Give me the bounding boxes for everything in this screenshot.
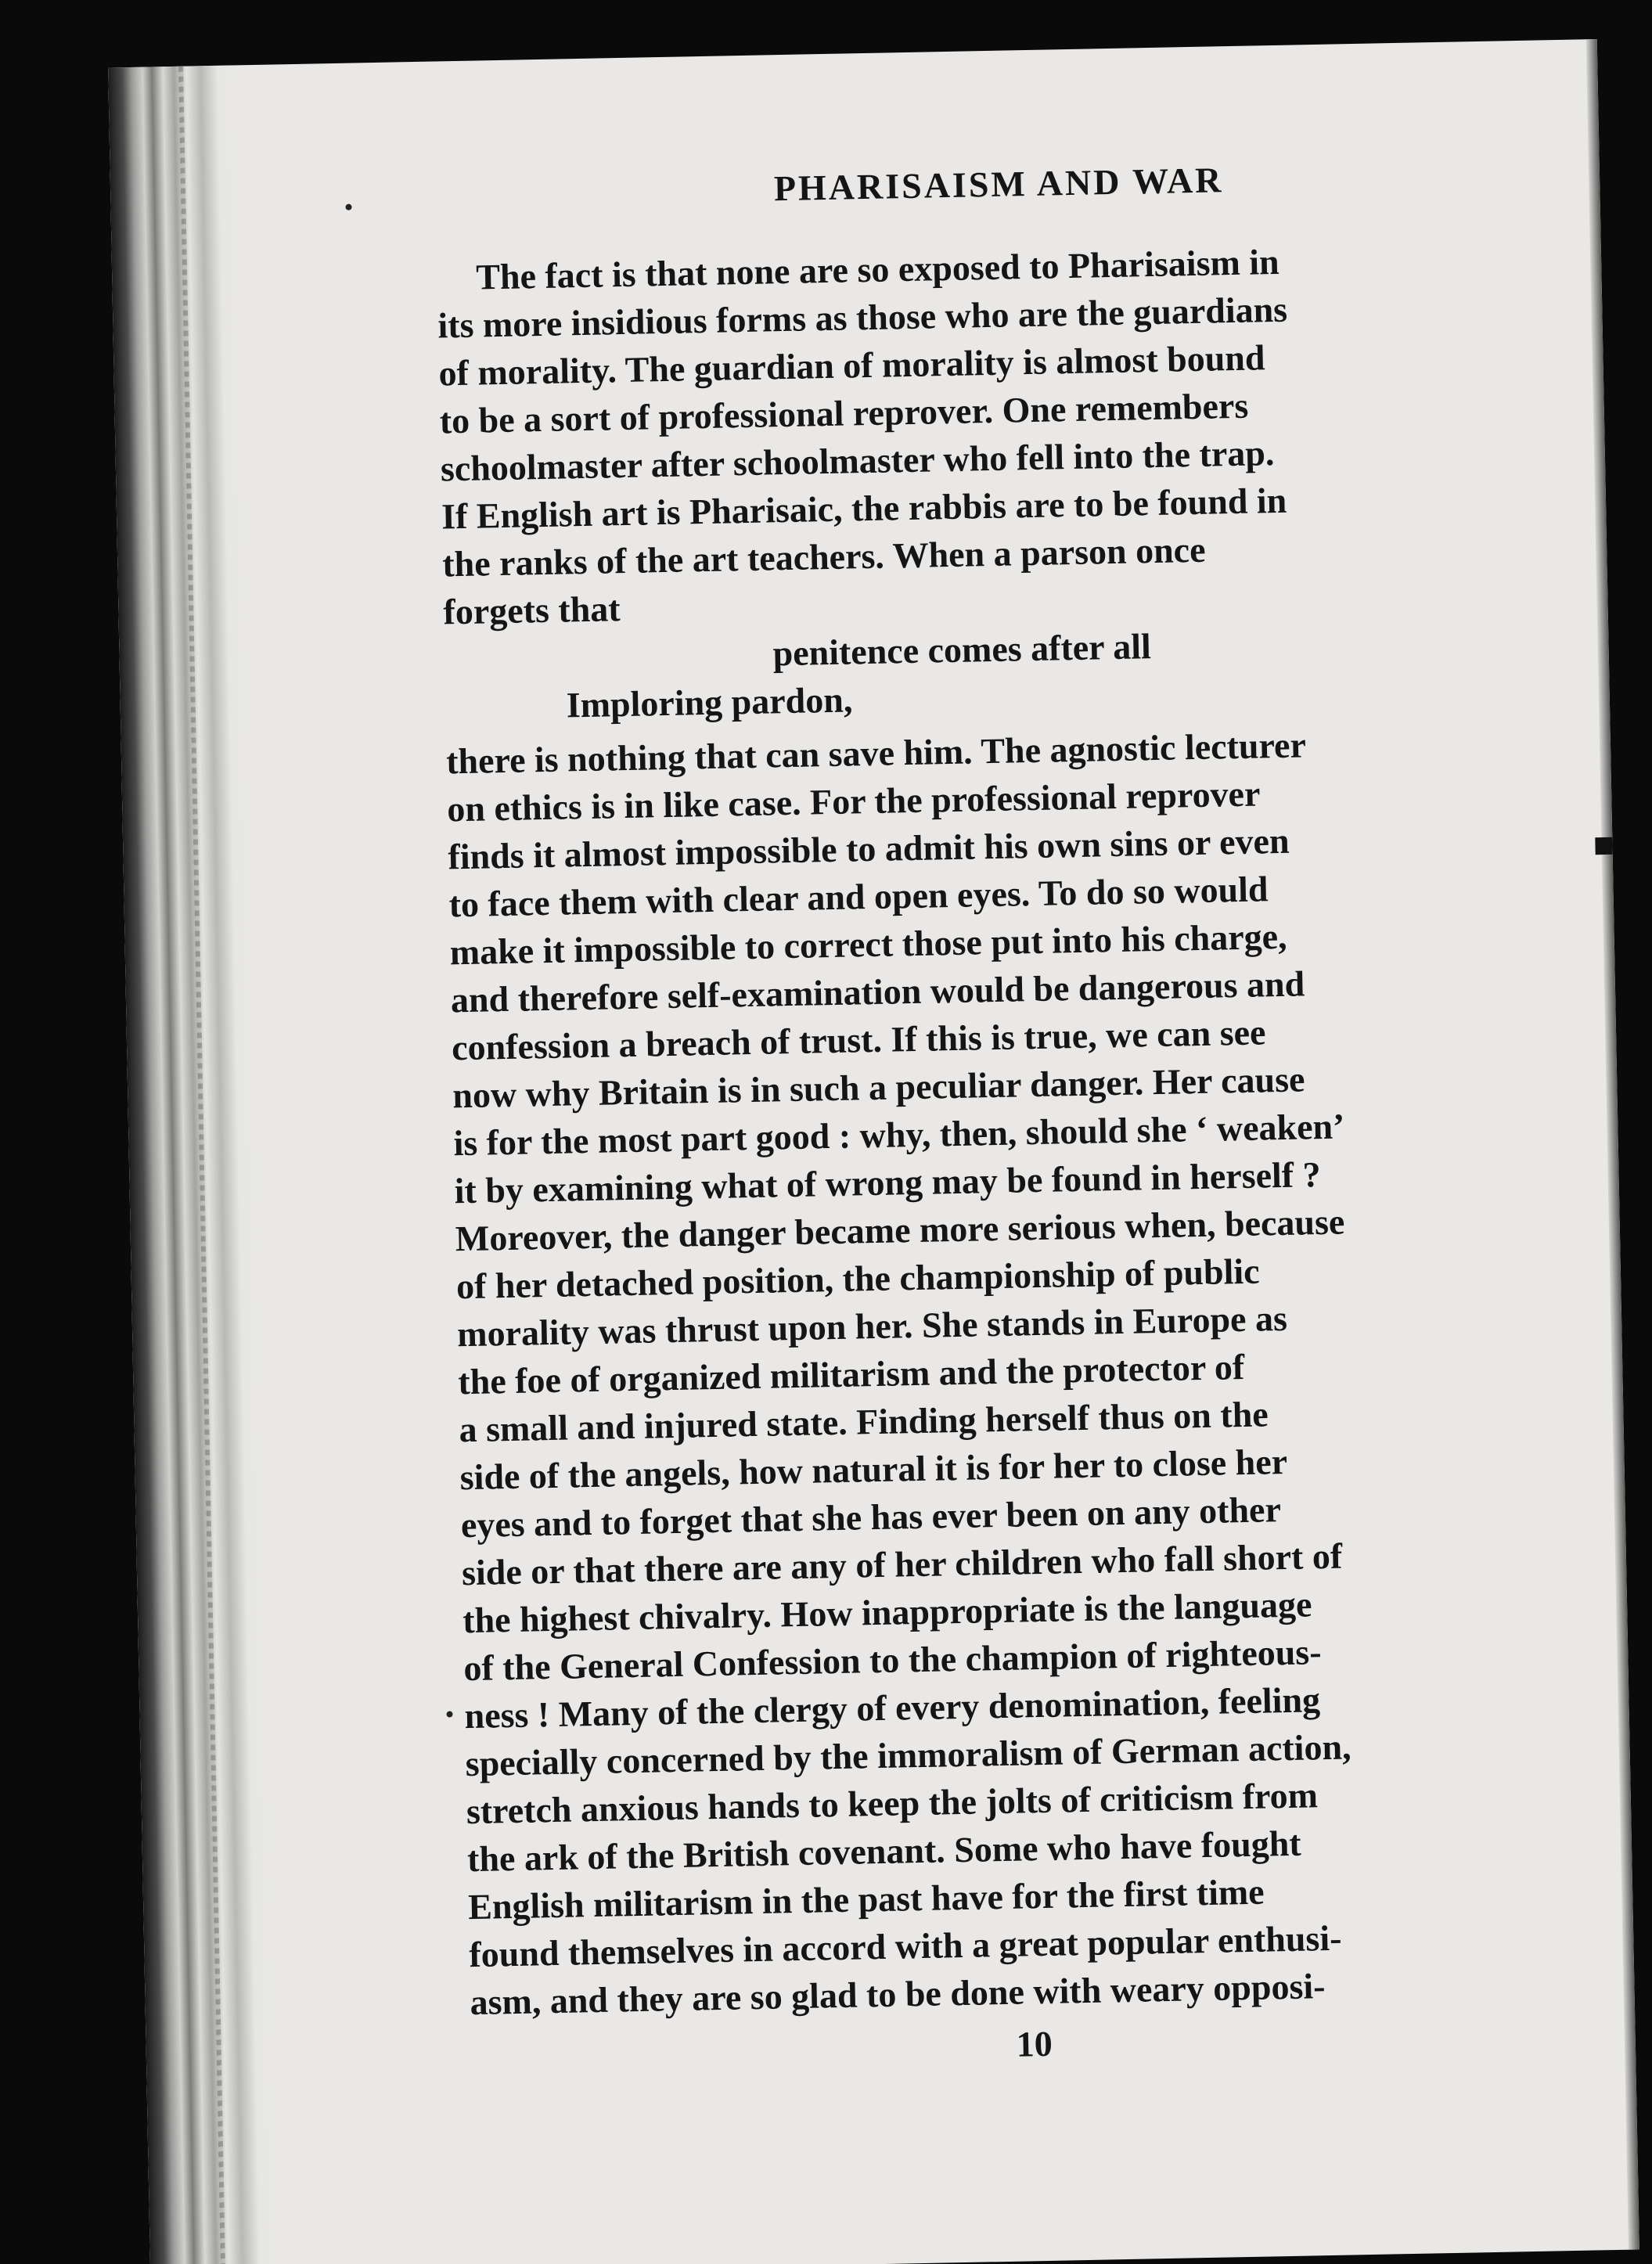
text-line: now why Britain is in such a peculiar danger. Her cause	[452, 1059, 1305, 1116]
text-line: schoolmaster after schoolmaster who fell into the trap.	[440, 433, 1275, 489]
text-line: finds it almost impossible to admit his own sins or even	[448, 820, 1290, 877]
text-line: side or that there are any of her children who fall short of	[461, 1535, 1343, 1593]
text-line: it by examining what of wrong may be found in herself ?	[454, 1154, 1322, 1211]
book-binding-gutter	[108, 65, 275, 2264]
running-head: PHARISAISM AND WAR	[773, 160, 1224, 209]
text-line: asm, and they are so glad to be done with weary opposi-	[470, 1966, 1326, 2023]
text-line: of her detached position, the championship of public	[455, 1251, 1260, 1307]
text-line: found themselves in accord with a great popular enthusi-	[468, 1917, 1342, 1975]
text-line: to be a sort of professional reprover. One remembers	[439, 385, 1249, 441]
book-page	[108, 39, 1639, 2264]
text-line: make it impossible to correct those put into his charge,	[449, 916, 1287, 973]
text-line: morality was thrust upon her. She stands in Europe as	[456, 1298, 1288, 1355]
text-line: side of the angels, how natural it is for her to close her	[459, 1441, 1288, 1498]
text-line: is for the most part good : why, then, should she ‘ weaken’	[453, 1106, 1345, 1164]
text-line: eyes and to forget that she has ever been on any other	[460, 1489, 1282, 1546]
text-line: English militarism in the past have for the first time	[467, 1871, 1265, 1927]
verse-line: Imploring pardon,	[566, 679, 853, 725]
paragraph-1	[437, 232, 1571, 636]
text-line: specially concerned by the immoralism of German action,	[465, 1726, 1351, 1784]
text-line: of morality. The guardian of morality is almost bound	[438, 337, 1265, 394]
text-line: of the General Confession to the champion of righteous-	[462, 1632, 1322, 1689]
text-line: the highest chivalry. How inappropriate is the language	[462, 1584, 1312, 1641]
text-line: its more insidious forms as those who are the guardians	[437, 289, 1288, 346]
text-line: If English art is Pharisaic, the rabbis are to be found in	[441, 480, 1287, 537]
text-line: and therefore self-examination would be dangerous and	[450, 963, 1305, 1020]
text-line: ness ! Many of the clergy of every denomination, feeling	[464, 1679, 1321, 1737]
text-line: there is nothing that can save him. The agnostic lecturer	[445, 725, 1307, 782]
text-line: The fact is that none are so exposed to Pharisaism in	[475, 241, 1280, 297]
text-line: on ethics is in like case. For the professional reprover	[446, 773, 1261, 830]
text-line: Moreover, the danger became more serious when, because	[455, 1201, 1345, 1259]
text-line: confession a breach of trust. If this is true, we can see	[451, 1012, 1266, 1068]
page-number: 10	[1016, 2023, 1053, 2064]
edge-tab-mark	[1595, 837, 1612, 855]
text-line: to face them with clear and open eyes. To do so would	[448, 869, 1269, 925]
text-block	[435, 156, 1598, 2075]
speck-mark	[446, 1711, 452, 1717]
speck-mark	[345, 204, 351, 211]
text-line: stretch anxious hands to keep the jolts of criticism from	[466, 1775, 1319, 1832]
text-line: the foe of organized militarism and the protector of	[457, 1346, 1245, 1402]
verse-line: penitence comes after all	[772, 626, 1152, 674]
text-line: a small and injured state. Finding herself thus on the	[459, 1394, 1269, 1450]
text-line: forgets that	[442, 588, 621, 632]
paragraph-2	[446, 716, 1597, 2026]
text-line: the ark of the British covenant. Some who have fought	[466, 1823, 1302, 1880]
text-line: the ranks of the art teachers. When a parson once	[441, 529, 1206, 585]
